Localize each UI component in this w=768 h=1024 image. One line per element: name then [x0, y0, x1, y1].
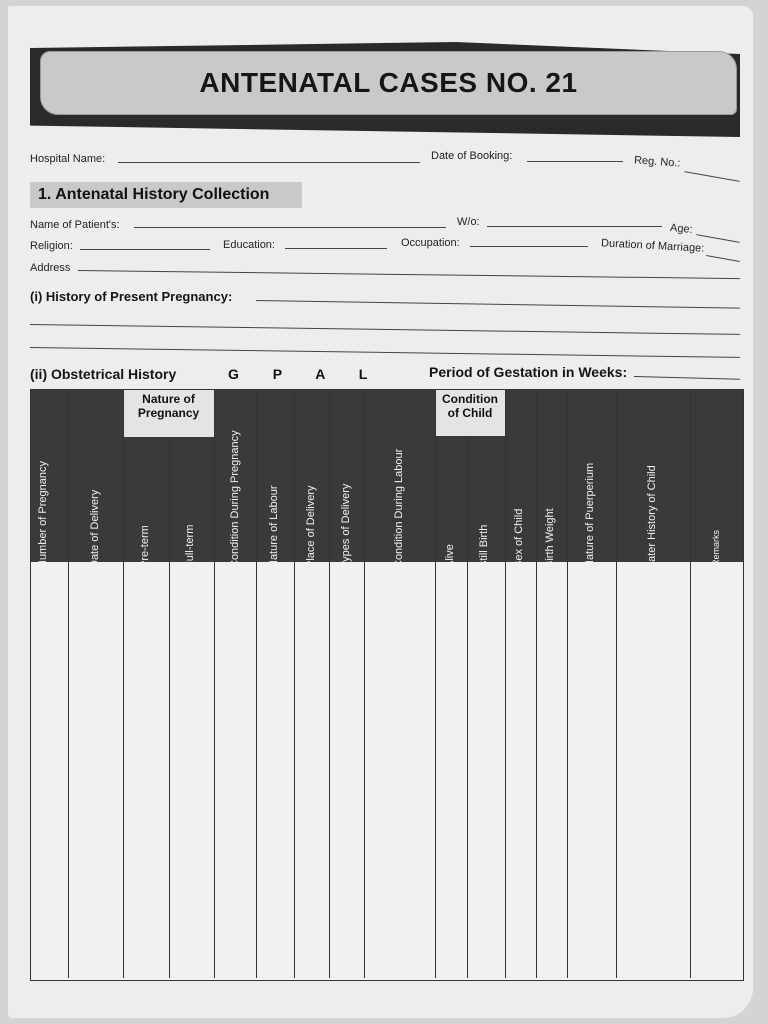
- page-title: ANTENATAL CASES NO. 21: [199, 67, 578, 98]
- col-header-nature-of-labour: Nature of Labour: [268, 485, 280, 568]
- col-divider: [435, 390, 436, 978]
- occupation-field[interactable]: [470, 246, 588, 247]
- col-divider: [68, 390, 69, 978]
- col-header-number-of-pregnancy: Number of Pregnancy: [37, 461, 49, 568]
- section-heading-text: 1. Antenatal History Collection: [38, 186, 270, 203]
- col-divider: [505, 390, 506, 978]
- col-header-condition-during-pregnancy: Condition During Pregnancy: [229, 430, 241, 568]
- col-divider: [690, 390, 691, 978]
- section-heading: [30, 182, 302, 208]
- occupation-label: Occupation:: [401, 237, 460, 249]
- col-divider: [169, 437, 170, 978]
- col-header-birth-weight: Birth Weight: [544, 508, 556, 568]
- col-divider: [256, 390, 257, 978]
- col-divider: [294, 390, 295, 978]
- education-label: Education:: [223, 239, 275, 251]
- col-header-still-birth: Still Birth: [478, 524, 490, 568]
- col-divider: [467, 436, 468, 978]
- duration-of-marriage-label: Duration of Marriage:: [600, 237, 705, 255]
- gestation-label: Period of Gestation in Weeks:: [429, 364, 628, 380]
- col-header-types-of-delivery: Types of Delivery: [340, 483, 352, 568]
- group-condition-of-child: Condition of Child: [435, 390, 505, 436]
- religion-label: Religion:: [30, 240, 73, 252]
- col-header-full-term: Full-term: [184, 524, 196, 568]
- address-label: Address: [30, 262, 71, 274]
- col-header-alive: Alive: [444, 544, 456, 568]
- education-field[interactable]: [285, 248, 387, 249]
- col-divider: [123, 390, 124, 978]
- obstetric-table: [30, 389, 744, 981]
- col-header-sex-of-child: Sex of Child: [513, 508, 525, 568]
- col-header-condition-during-labour: Condition During Labour: [393, 448, 405, 568]
- gpal-label: G P A L: [228, 366, 383, 382]
- col-divider: [329, 390, 330, 978]
- date-of-booking-label: Date of Booking:: [431, 150, 513, 162]
- col-header-place-of-delivery: Place of Delivery: [305, 485, 317, 568]
- hospital-name-label: Hospital Name:: [30, 153, 106, 165]
- obstetrical-history-label: (ii) Obstetrical History: [30, 366, 177, 382]
- present-pregnancy-label: (i) History of Present Pregnancy:: [30, 289, 233, 304]
- group-nature-of-pregnancy: Nature of Pregnancy: [123, 390, 214, 437]
- age-label: Age:: [669, 222, 694, 236]
- wo-field[interactable]: [487, 226, 662, 227]
- col-divider: [536, 390, 537, 978]
- patient-name-field[interactable]: [134, 227, 446, 228]
- col-header-remarks: Remarks: [711, 529, 721, 566]
- col-header-date-of-delivery: Date of Delivery: [89, 489, 101, 568]
- col-header-nature-of-puerperium: Nature of Puerperium: [584, 462, 596, 568]
- col-header-pre-term: Pre-term: [139, 525, 151, 568]
- reg-no-label: Reg. No.:: [633, 154, 681, 170]
- patient-name-label: Name of Patient's:: [30, 219, 120, 231]
- col-header-later-history-of-child: Later History of Child: [646, 465, 658, 568]
- hospital-name-field[interactable]: [118, 162, 420, 163]
- col-divider: [364, 390, 365, 978]
- date-of-booking-field[interactable]: [527, 161, 623, 162]
- col-divider: [567, 390, 568, 978]
- col-divider: [214, 390, 215, 978]
- religion-field[interactable]: [80, 249, 210, 250]
- col-divider: [616, 390, 617, 978]
- title-box: [40, 51, 737, 115]
- wo-label: W/o:: [457, 216, 480, 228]
